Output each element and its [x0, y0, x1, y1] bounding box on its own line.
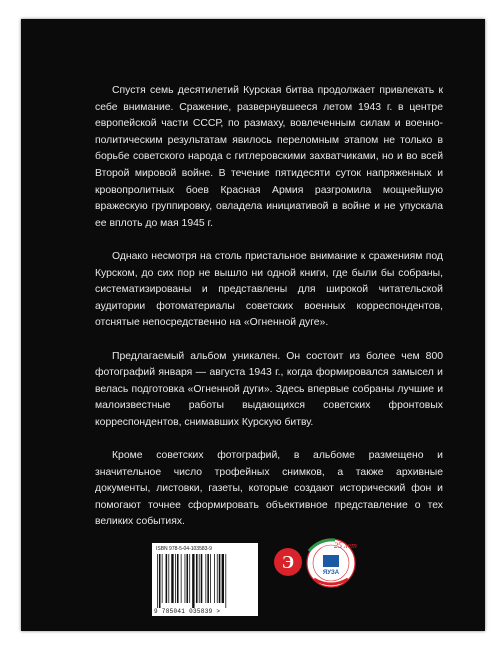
paragraph-2: Однако несмотря на столь пристальное внимание к сражениям под Курском, до сих пор не вышло ни одной книги, где были бы собраны, систематизированы и представлены для широкой читательской аудитории фотоматериалы советских военных корреспондентов, отснятые непосредственно на «Огненной дуге». [95, 250, 443, 329]
barcode-bar [177, 554, 179, 603]
barcode-bar [225, 554, 226, 608]
paragraph-4: Кроме советских фотографий, в альбоме размещено и значительное число трофейных снимков, а также архивные документы, листовки, газеты, которые создают исторический фон и помогают точнее сформировать объективное представление о тех великих событиях. [95, 450, 443, 528]
barcode-bar [185, 554, 186, 603]
barcode-bar [217, 554, 218, 603]
barcode-bar [175, 554, 176, 603]
barcode-bar [222, 554, 224, 603]
yauza-anniversary-logo-icon [305, 537, 357, 589]
barcode-bar [181, 554, 182, 603]
paragraph-3: Предлагаемый альбом уникален. Он состоит из более чем 800 фотографий января — августа 1943 г., когда формировался замысел и велась подготовка «Огненной дуги». Здесь впервые собраны лучшие и малоизвестные работы выдающихся советских фронтовых корреспондентов, снимавших Курскую битву. [95, 350, 443, 428]
barcode-bar [162, 554, 163, 603]
barcode-bar [192, 554, 194, 608]
barcode-bar [157, 554, 158, 608]
paragraph-1: Спустя семь десятилетий Курская битва продолжает привлекать к себе внимание. Сражение, развернувшееся летом 1943 г. в центре европейской части СССР, по размаху, вовлеченным силам и военно-политическим результатам явилось переломным этапом не только в борьбе советского народа с гитлеровскими захватчиками, но и во всей Второй мировой войне. В течение пятидесяти суток напряженных и кровопролитных боев Красная Армия разгромила мощнейшую вражескую группировку, овладела инициативой в войне и не упускала ее вплоть до мая 1945 г. [95, 85, 443, 229]
barcode-panel [152, 543, 258, 616]
barcode-bar [201, 554, 203, 603]
annotation-text [95, 83, 443, 548]
eksmo-logo-letter: Э [281, 552, 295, 572]
barcode-bar [189, 554, 190, 603]
barcode-bar [210, 554, 211, 603]
back-cover [21, 19, 485, 631]
barcode-bar [186, 554, 188, 603]
barcode-bar [168, 554, 169, 603]
yauza-brand-label: ЯУЗА [322, 570, 340, 576]
barcode-bar [196, 554, 198, 603]
barcode-bar [207, 554, 209, 603]
barcode-bar [171, 554, 173, 603]
eksmo-logo-icon [273, 547, 303, 577]
anniversary-label: 25 лет [334, 541, 357, 550]
barcode-bar [205, 554, 206, 603]
barcode-icon [156, 554, 254, 608]
barcode-bar [199, 554, 200, 603]
barcode-bar [166, 554, 168, 603]
barcode-bar [219, 554, 221, 603]
barcode-digits: 9 785041 035839 > [154, 608, 221, 615]
isbn-label: ISBN 978-5-04-103583-9 [156, 546, 212, 552]
barcode-bar [214, 554, 215, 603]
barcode-bar [159, 554, 161, 608]
